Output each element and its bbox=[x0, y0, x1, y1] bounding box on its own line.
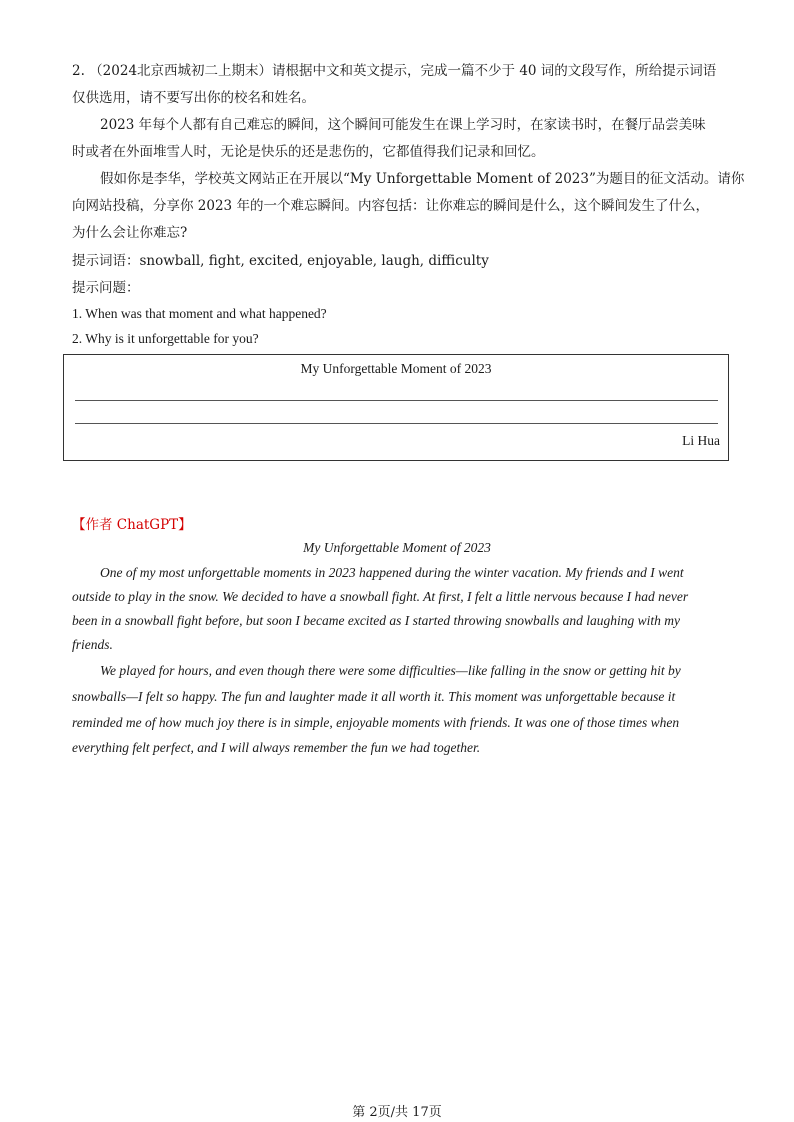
essay-line: reminded me of how much joy there is in simple, enjoyable moments with friends. It was one of those times when bbox=[72, 715, 680, 730]
hint-question-2: 2. Why is it unforgettable for you? bbox=[72, 331, 259, 346]
essay-line: One of my most unforgettable moments in 2023 happened during the winter vacation. My friends and I went bbox=[100, 565, 684, 580]
question-paragraph-2-line1: 假如你是李华，学校英文网站正在开展以“My Unforgettable Moment of 2023”为题目的征文活动。请你 bbox=[100, 171, 745, 187]
answer-box-title: My Unforgettable Moment of 2023 bbox=[300, 361, 492, 376]
essay-line: We played for hours, and even though there were some difficulties—like falling in the snow or getting hit by bbox=[100, 663, 681, 678]
question-header-line2: 仅供选用，请不要写出你的校名和姓名。 bbox=[72, 90, 315, 106]
essay-line: everything felt perfect, and I will always remember the fun we had together. bbox=[72, 740, 481, 755]
essay-title: My Unforgettable Moment of 2023 bbox=[303, 540, 491, 555]
question-paragraph-1-line1: 2023 年每个人都有自己难忘的瞬间，这个瞬间可能发生在课上学习时，在家读书时，在餐厅品尝美味 bbox=[100, 117, 706, 133]
hint-words: 提示词语：snowball, fight, excited, enjoyable, laugh, difficulty bbox=[72, 253, 489, 269]
question-paragraph-2-line3: 为什么会让你难忘? bbox=[72, 225, 188, 241]
question-paragraph-1-line2: 时或者在外面堆雪人时，无论是快乐的还是悲伤的，它都值得我们记录和回忆。 bbox=[72, 144, 545, 160]
hint-question-1: 1. When was that moment and what happened? bbox=[72, 306, 327, 321]
answer-box bbox=[63, 354, 729, 461]
hint-questions-label: 提示问题： bbox=[72, 280, 140, 296]
essay-line: outside to play in the snow. We decided to have a snowball fight. At first, I felt a little nervous because I had never bbox=[72, 589, 689, 604]
writing-line bbox=[75, 400, 718, 401]
question-paragraph-2-line2: 向网站投稿，分享你 2023 年的一个难忘瞬间。内容包括：让你难忘的瞬间是什么，这个瞬间发生了什么， bbox=[72, 198, 709, 214]
essay-line: friends. bbox=[72, 637, 113, 652]
essay-line: snowballs—I felt so happy. The fun and laughter made it all worth it. This moment was unforgettable because it bbox=[72, 689, 676, 704]
writing-line bbox=[75, 423, 718, 424]
essay-line: been in a snowball fight before, but soon I became excited as I started throwing snowballs and laughing with my bbox=[72, 613, 680, 628]
question-header-line1: 2. （2024北京西城初二上期末）请根据中文和英文提示，完成一篇不少于 40 词的文段写作，所给提示词语 bbox=[72, 63, 717, 79]
author-tag: 【作者 ChatGPT】 bbox=[72, 517, 192, 533]
page-number: 第 2页/共 17页 bbox=[352, 1105, 442, 1120]
answer-box-author: Li Hua bbox=[682, 433, 720, 448]
